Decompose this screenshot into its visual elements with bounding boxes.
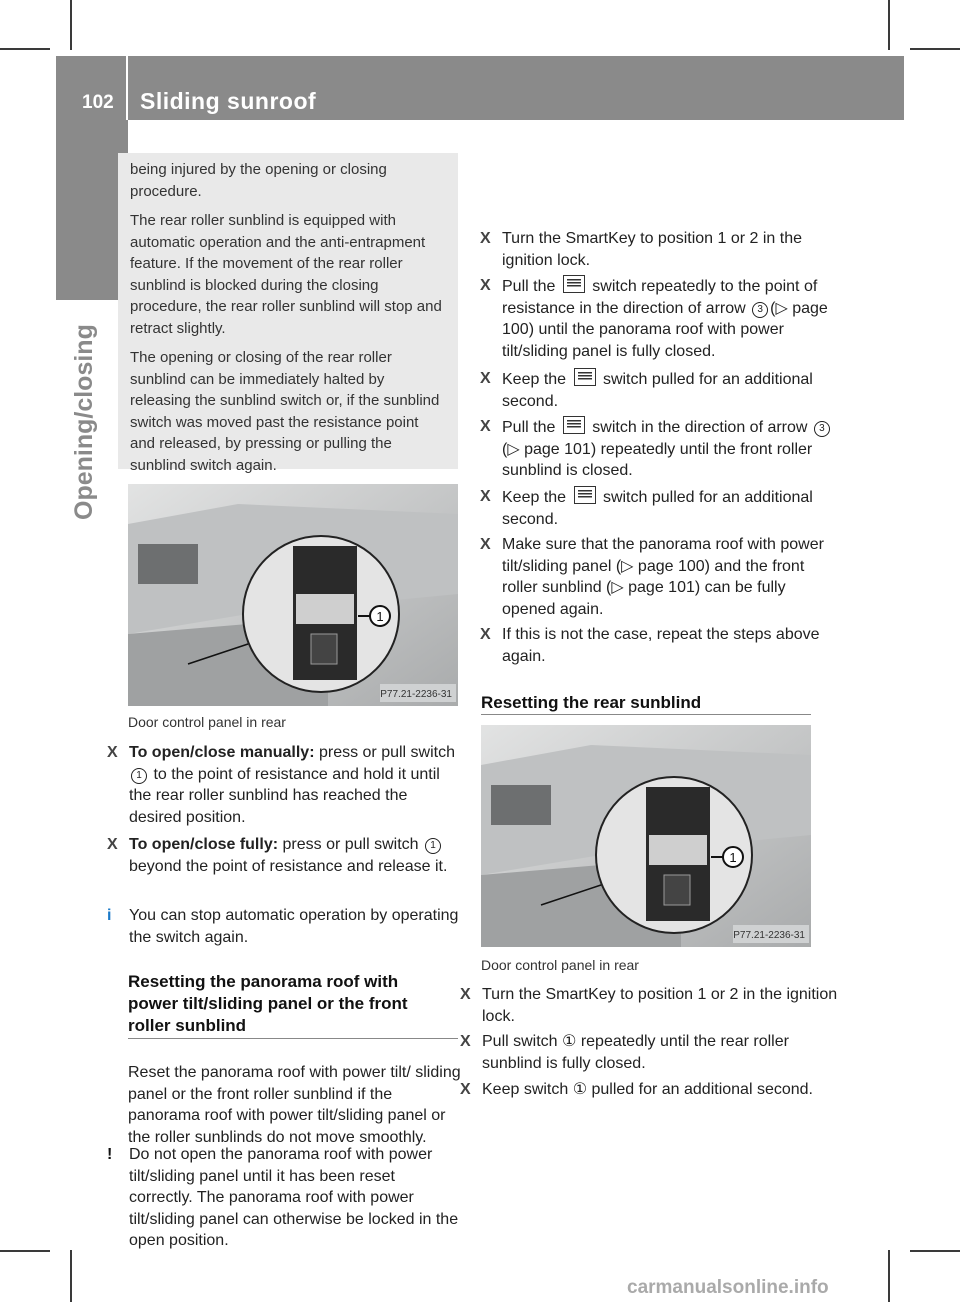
step-open-close-fully: X To open/close fully: press or pull switch 1 beyond the point of resistance and release it. [107,836,448,875]
step-arrow-icon: X [460,1033,471,1050]
caution-note: ! Do not open the panorama roof with power tilt/sliding panel until it has been reset correctly. The panorama roof with power tilt/sliding panel can otherwise be locked in the open position. [107,1146,459,1249]
figure2-callout: 1 [729,850,737,865]
step-arrow-icon: X [480,536,491,553]
rear-step-pull-switch: X Pull switch ① repeatedly until the rear roller sunblind is fully closed. [460,1033,789,1072]
figure2-code: P77.21-2236-31 [733,930,805,941]
figure1-caption: Door control panel in rear [128,714,286,730]
step-arrow-icon: X [107,836,118,853]
step-arrow-icon: X [480,277,491,294]
crop-mark [70,0,72,50]
rear-step-turn-smartkey: X Turn the SmartKey to position 1 or 2 in the ignition lock. [460,986,838,1025]
step-arrow-icon: X [480,626,491,643]
section-heading-panorama-reset: Resetting the panorama roof with power tilt/sliding panel or the front roller sunblind [128,972,408,1035]
step-open-close-manually: X To open/close manually: press or pull switch 1 to the point of resistance and hold it until the rear roller sunblind has reached the desired position. [107,744,456,826]
step-arrow-icon: X [460,986,471,1003]
info-icon: i [107,907,112,924]
sunblind-switch-icon [563,416,585,434]
step-arrow-icon: X [480,418,491,435]
heading-underline [481,714,811,715]
crop-mark [910,48,960,50]
sunblind-switch-icon [574,368,596,386]
crop-mark [910,1250,960,1252]
step-make-sure: X Make sure that the panorama roof with power tilt/sliding panel (▷ page 100) and the front roller sunblind (▷ page 101) can be fully opened again. [480,536,824,618]
step-repeat: X If this is not the case, repeat the steps above again. [480,626,820,665]
step-pull-switch-repeatedly: X Pull the switch repeatedly to the point of resistance in the direction of arrow 3 (▷ page 100) until the panorama roof with power tilt/sliding panel is fully closed. [480,277,828,360]
step-keep-pulled: X Keep the switch pulled for an additional second. [480,370,813,410]
info-note: i You can stop automatic operation by operating the switch again. [107,907,459,946]
figure1-code: P77.21-2236-31 [380,689,452,700]
step-arrow-icon: X [480,488,491,505]
heading-underline [128,1038,458,1039]
door-panel-photo-2 [481,725,811,947]
sunblind-switch-icon [563,275,585,293]
step-arrow-icon: X [460,1081,471,1098]
step-arrow-icon: X [107,744,118,761]
step-keep-pulled-2: X Keep the switch pulled for an additional second. [480,488,813,528]
step-turn-smartkey: X Turn the SmartKey to position 1 or 2 in the ignition lock. [480,230,803,269]
figure1-callout: 1 [376,609,384,624]
section-intro: Reset the panorama roof with power tilt/ sliding panel or the front roller sunblind if the panorama roof with power tilt/sliding panel or the roller sunblinds do not move smoothly. [128,1064,461,1146]
section-heading-rear-sunblind: Resetting the rear sunblind [481,693,702,712]
warning-paragraph: The rear roller sunblind is equipped with automatic operation and the anti-entrapment feature. If the movement of the rear roller sunblind is blocked during the closing procedure, the rear roller sunblind will stop and retract slightly. [130,212,442,337]
watermark: carmanualsonline.info [627,1277,829,1298]
warning-paragraph: The opening or closing of the rear roller sunblind can be immediately halted by releasing the sunblind switch or, if the sunblind switch was moved past the resistance point and released, by pressing or pulling the sunblind switch again. [130,349,440,474]
crop-mark [0,1250,50,1252]
side-tab-label: Opening/closing [70,324,98,520]
crop-mark [888,1250,890,1302]
rear-step-keep-pulled: X Keep switch ① pulled for an additional second. [458,1079,838,1101]
page-number: 102 [82,92,114,113]
crop-mark [70,1250,72,1302]
warning-paragraph: being injured by the opening or closing procedure. [130,161,387,200]
figure2-caption: Door control panel in rear [481,957,639,973]
warning-box [118,153,458,474]
step-arrow-icon: X [480,370,491,387]
sunblind-switch-icon [574,486,596,504]
page-title: Sliding sunroof [140,88,317,114]
step-pull-switch-direction: X Pull the switch in the direction of arrow 3(▷ page 101) repeatedly until the front roller sunblind is closed. [478,416,838,482]
crop-mark [888,0,890,50]
step-arrow-icon: X [480,230,491,247]
door-panel-photo [128,484,458,706]
exclamation-icon: ! [107,1146,113,1163]
crop-mark [0,48,50,50]
